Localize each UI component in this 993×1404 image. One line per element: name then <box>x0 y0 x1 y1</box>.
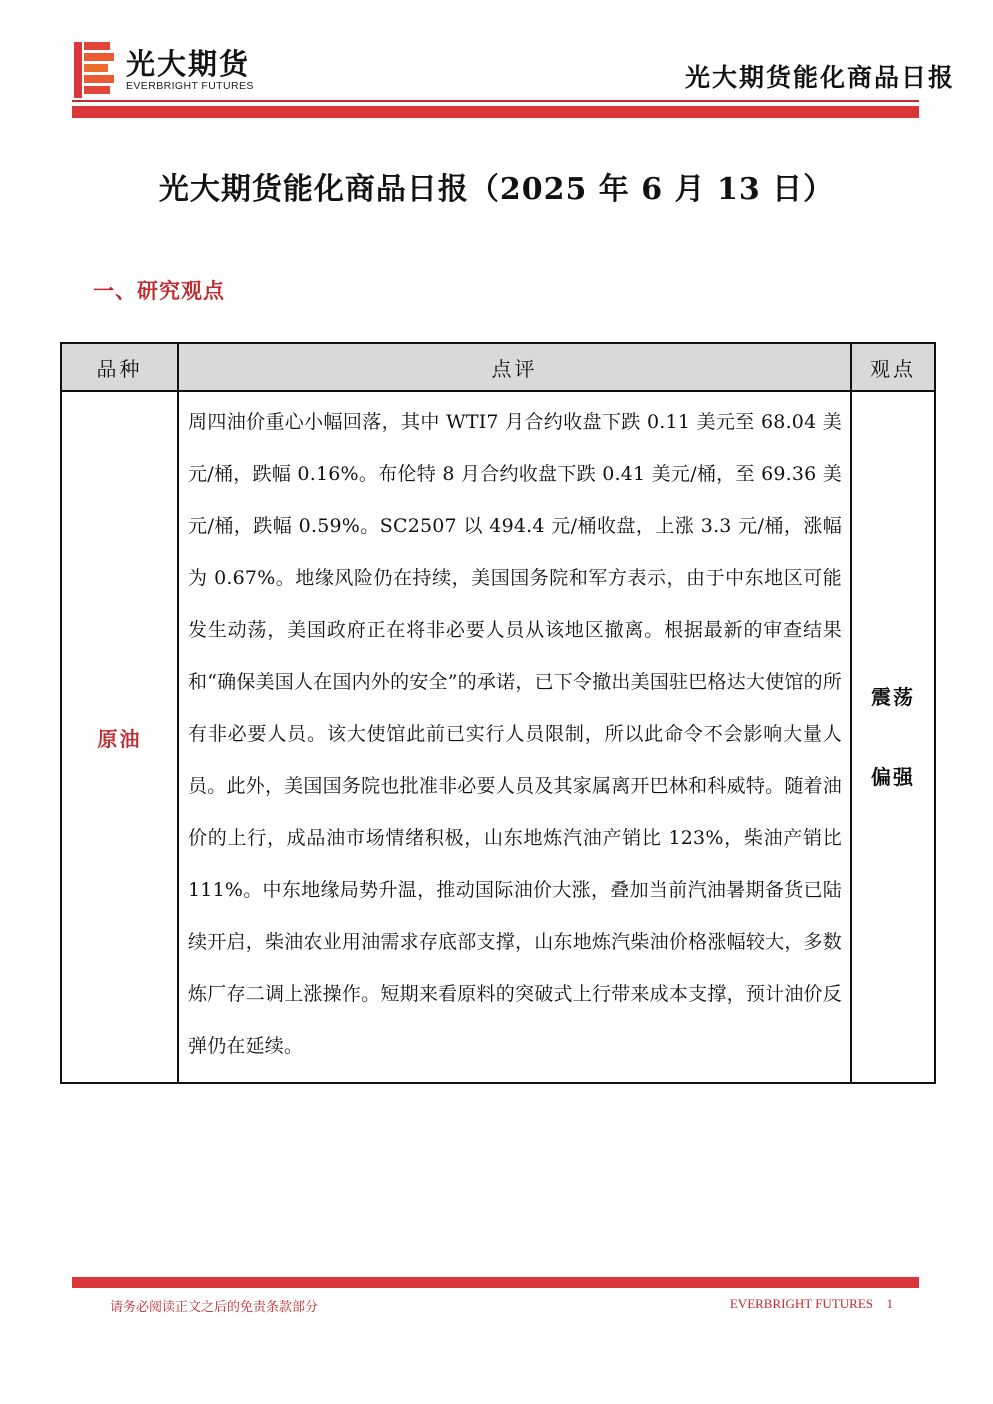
header-divider-thick <box>72 106 919 118</box>
table-header-row <box>61 343 935 391</box>
footer-divider <box>72 1277 919 1288</box>
header-opinion: 观点 <box>851 343 935 391</box>
brand-logo <box>74 40 284 100</box>
report-name: 光大期货能化商品日报 <box>684 63 955 92</box>
everbright-logo-icon <box>74 42 116 98</box>
section-title: 一、研究观点 <box>93 278 225 303</box>
opinion-line-2: 偏强 <box>871 765 915 789</box>
page-title: 光大期货能化商品日报（2025 年 6 月 13 日） <box>158 172 835 207</box>
logo-en-text: EVERBRIGHT FUTURES <box>126 80 254 92</box>
header-divider-thin <box>72 100 919 102</box>
variety-cell: 原油 <box>61 391 178 1083</box>
footer-brand-text: EVERBRIGHT FUTURES <box>729 1296 873 1311</box>
opinion-cell <box>851 391 935 1083</box>
page-number: 1 <box>886 1296 893 1311</box>
logo-cn-text: 光大期货 <box>126 47 251 81</box>
footer-disclaimer: 请务必阅读正文之后的免责条款部分 <box>110 1300 319 1315</box>
footer-brand <box>730 1296 873 1312</box>
opinion-line-1: 震荡 <box>871 685 915 709</box>
header-comment: 点评 <box>178 343 851 391</box>
table-row <box>61 391 935 1083</box>
header-variety: 品种 <box>61 343 178 391</box>
research-view-table <box>60 342 936 1084</box>
comment-cell: 周四油价重心小幅回落，其中 WTI7 月合约收盘下跌 0.11 美元至 68.04 美元/桶，跌幅 0.16%。布伦特 8 月合约收盘下跌 0.41 美元/桶，至 69.36 美元/桶，跌幅 0.59%。SC2507 以 494.4 元/桶收盘，上涨 3.3 元/桶，涨幅为 0.67%。地缘风险仍在持续，美国国务院和军方表示，由于中东地区可能发生动荡，美国政府正在将非必要人员从该地区撤离。根据最新的审查结果和“确保美国人在国内外的安全”的承诺，已下令撤出美国驻巴格达大使馆的所有非必要人员。该大使馆此前已实行人员限制，所以此命令不会影响大量人员。此外，美国国务院也批准非必要人员及其家属离开巴林和科威特。随着油价的上行，成品油市场情绪积极，山东地炼汽油产销比 123%，柴油产销比 111%。中东地缘局势升温，推动国际油价大涨，叠加当前汽油暑期备货已陆续开启，柴油农业用油需求存底部支撑，山东地炼汽柴油价格涨幅较大，多数炼厂存二调上涨操作。短期来看原料的突破式上行带来成本支撑，预计油价反弹仍在延续。 <box>178 391 851 1083</box>
